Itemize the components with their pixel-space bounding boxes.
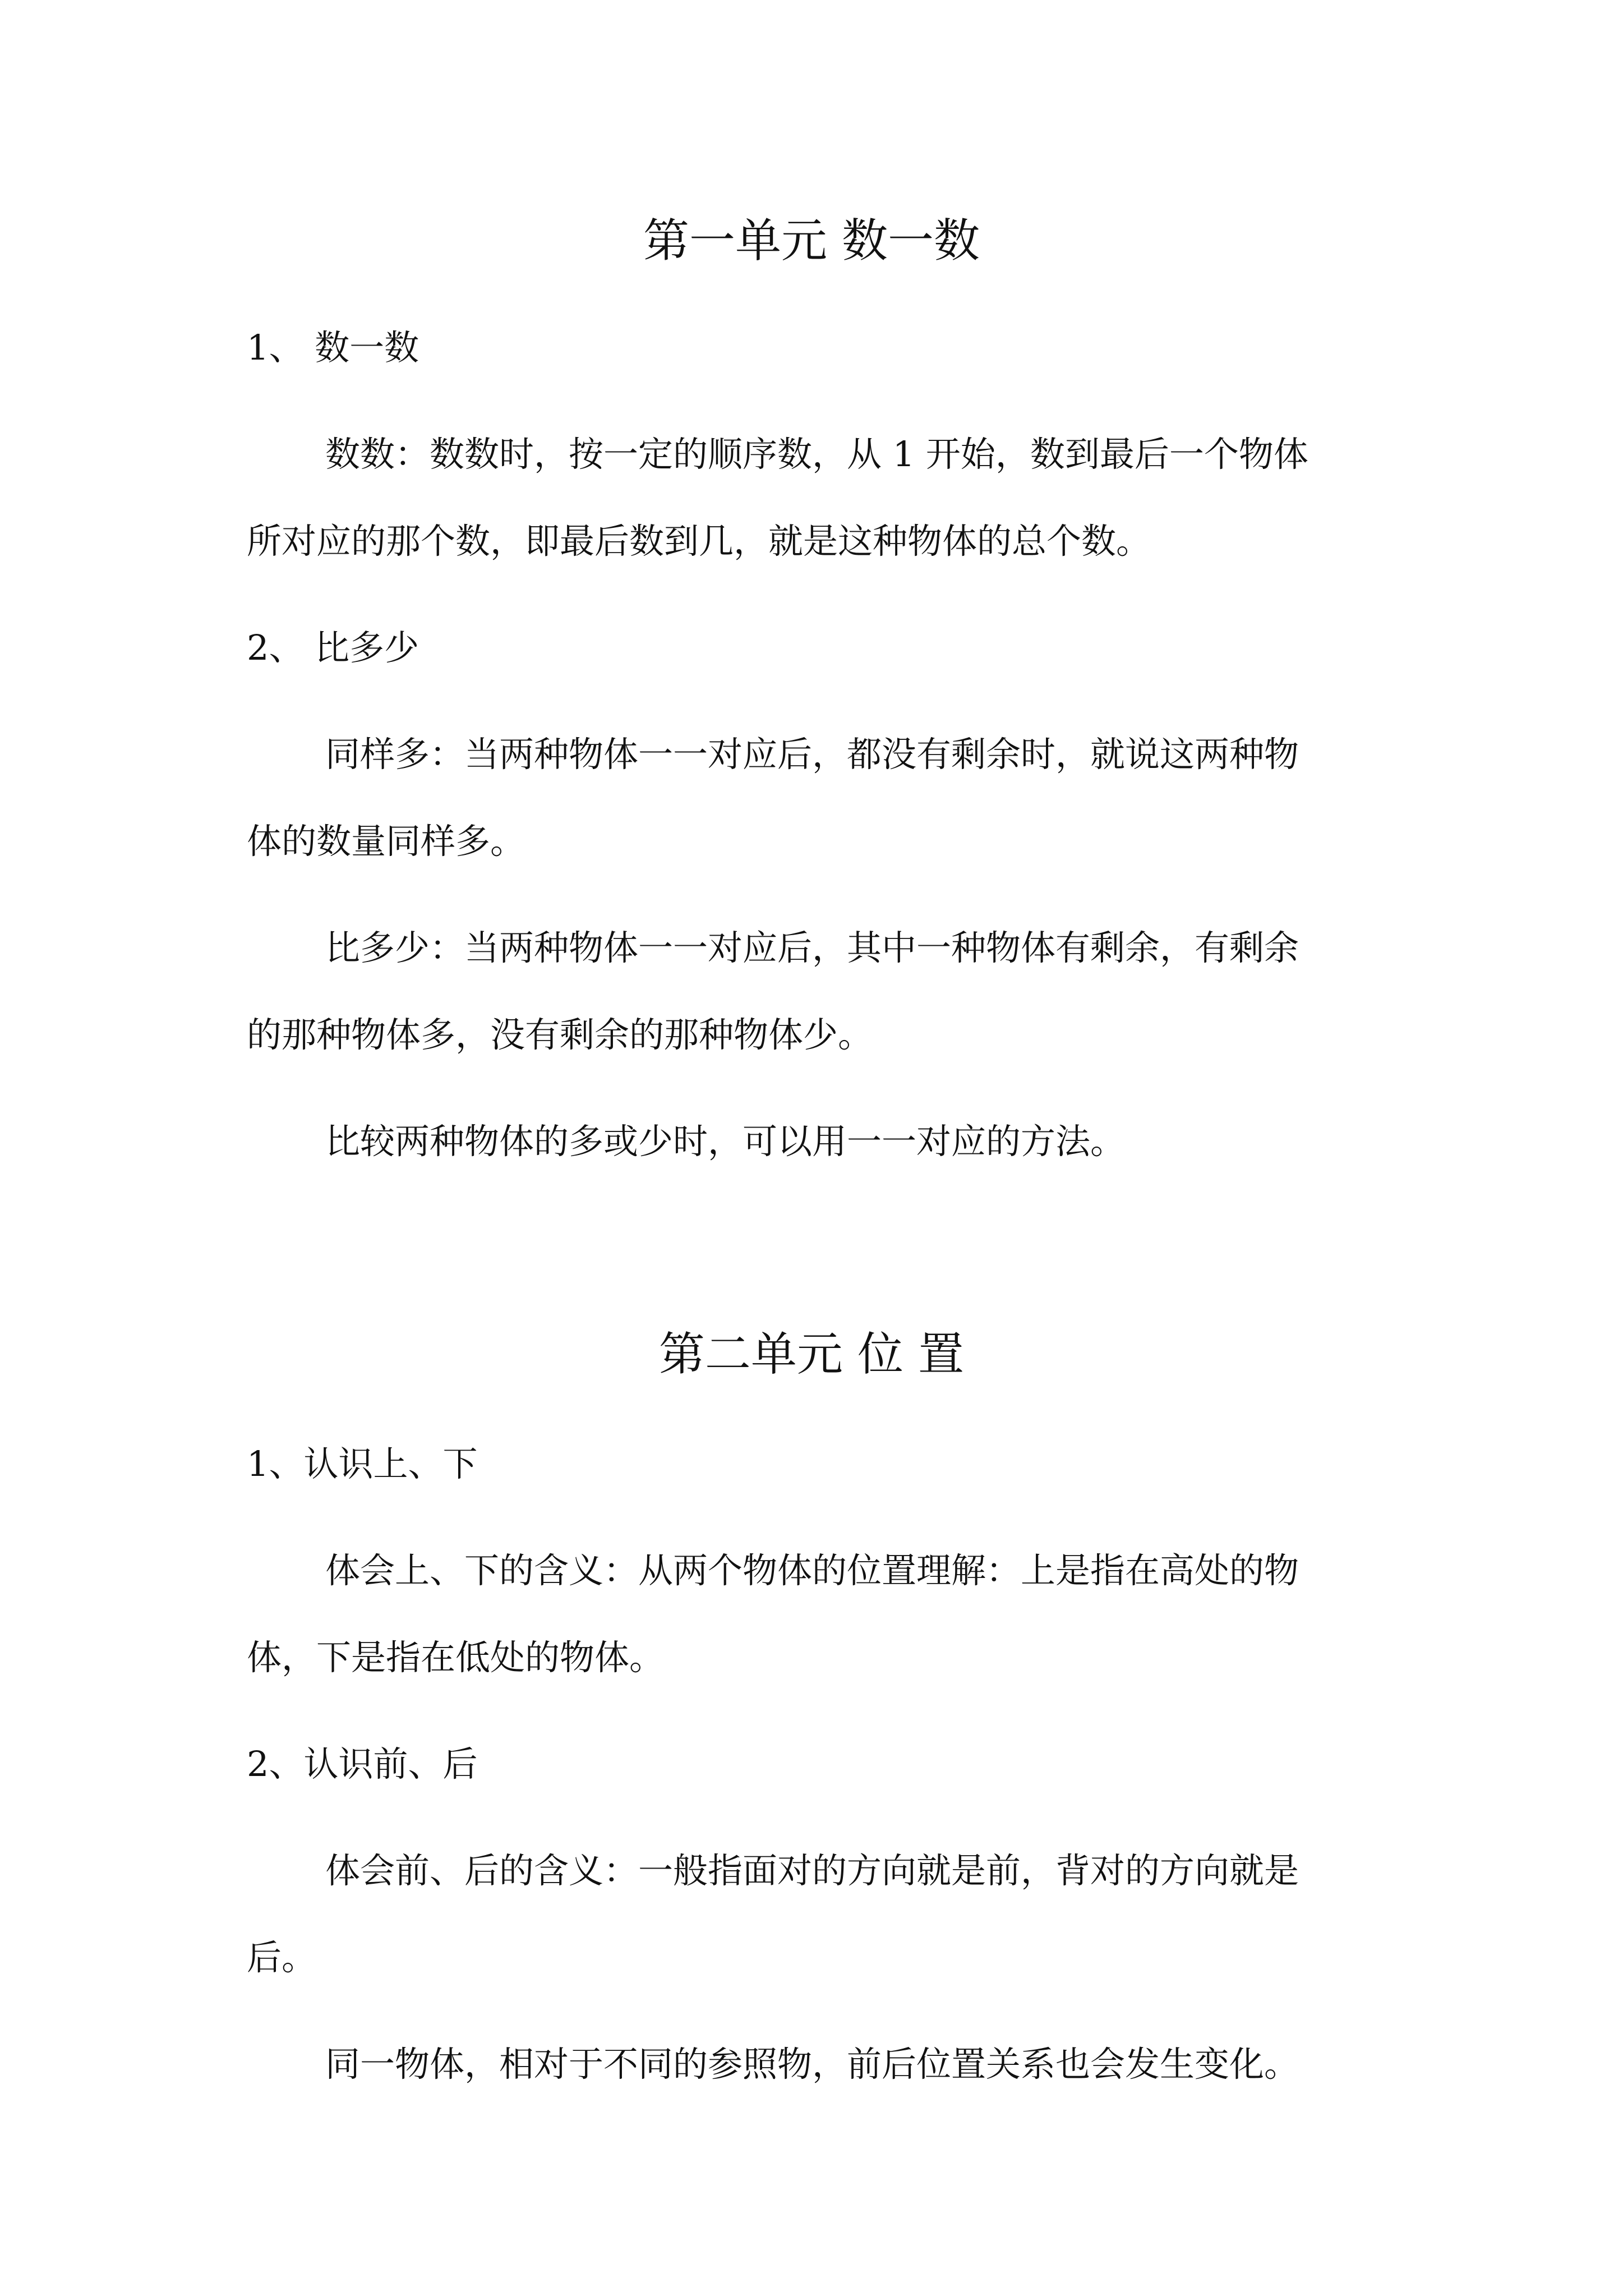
unit2-section2-paragraph1-line2: 后。 (247, 1937, 317, 1978)
unit2-section2-paragraph2-line1: 同一物体，相对于不同的参照物，前后位置关系也会发生变化。 (325, 2044, 1299, 2085)
unit1-section1-heading: 1、 数一数 (247, 327, 419, 368)
unit1-section2-paragraph3-line1: 比较两种物体的多或少时，可以用一一对应的方法。 (325, 1121, 1126, 1162)
unit1-title: 第一单元 数一数 (643, 214, 980, 268)
unit2-section1-paragraph-line2: 体，下是指在低处的物体。 (247, 1637, 665, 1678)
unit1-section2-paragraph1-line2: 体的数量同样多。 (247, 821, 525, 862)
unit1-section1-paragraph-line2: 所对应的那个数，即最后数到几，就是这种物体的总个数。 (247, 521, 1151, 562)
unit2-section1-paragraph-line1: 体会上、下的含义：从两个物体的位置理解：上是指在高处的物 (325, 1550, 1299, 1591)
unit1-section2-paragraph2-line1: 比多少：当两种物体一一对应后，其中一种物体有剩余，有剩余 (325, 927, 1299, 968)
unit2-section1-heading: 1、认识上、下 (247, 1443, 478, 1484)
unit1-section2-paragraph1-line1: 同样多：当两种物体一一对应后，都没有剩余时，就说这两种物 (325, 734, 1299, 775)
unit1-section2-paragraph2-line2: 的那种物体多，没有剩余的那种物体少。 (247, 1014, 873, 1055)
unit2-section2-heading: 2、认识前、后 (247, 1743, 478, 1784)
unit1-section1-paragraph-line1: 数数：数数时，按一定的顺序数，从 1 开始，数到最后一个物体 (325, 434, 1308, 475)
unit2-section2-paragraph1-line1: 体会前、后的含义：一般指面对的方向就是前，背对的方向就是 (325, 1850, 1299, 1891)
unit1-section2-heading: 2、 比多少 (247, 627, 419, 668)
unit2-title: 第二单元 位 置 (658, 1328, 965, 1381)
